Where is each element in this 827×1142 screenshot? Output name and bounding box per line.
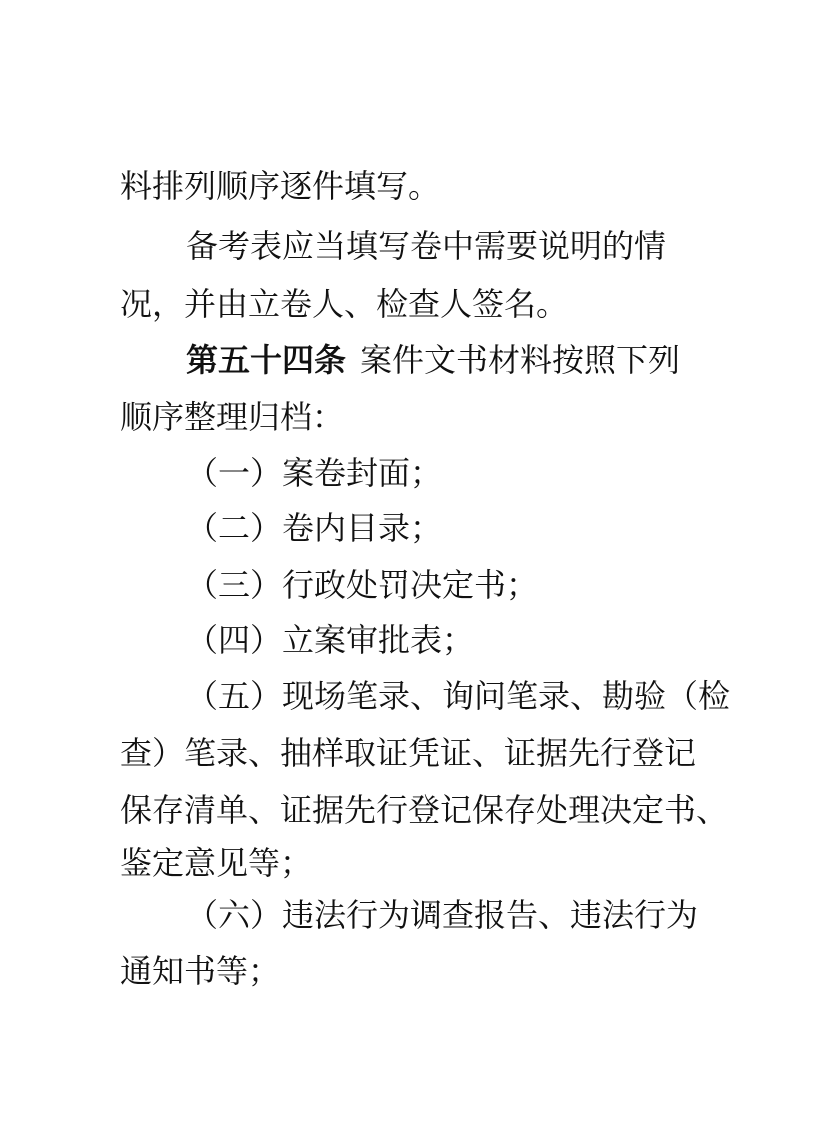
text-line-13: 鉴定意见等；	[120, 844, 313, 882]
list-item-3: （三）行政处罚决定书；	[186, 566, 539, 604]
article-heading: 第五十四条	[186, 341, 347, 379]
text-line-15: 通知书等；	[120, 952, 281, 990]
article-line	[186, 340, 680, 380]
text-line-2: 备考表应当填写卷中需要说明的情	[186, 227, 667, 265]
article-text: 案件文书材料按照下列	[360, 341, 681, 379]
text-line-5: 顺序整理归档：	[120, 398, 345, 436]
list-item-1: （一）案卷封面；	[186, 454, 443, 492]
list-item-5: （五）现场笔录、询问笔录、勘验（检	[186, 677, 731, 715]
text-line-11: 查）笔录、抽样取证凭证、证据先行登记	[120, 734, 697, 772]
text-line-12: 保存清单、证据先行登记保存处理决定书、	[120, 791, 729, 829]
text-line-3: 况，并由立卷人、检查人签名。	[120, 285, 569, 323]
text-line-1: 料排列顺序逐件填写。	[120, 167, 441, 205]
list-item-6: （六）违法行为调查报告、违法行为	[186, 896, 699, 934]
list-item-2: （二）卷内目录；	[186, 509, 443, 547]
list-item-4: （四）立案审批表；	[186, 621, 475, 659]
